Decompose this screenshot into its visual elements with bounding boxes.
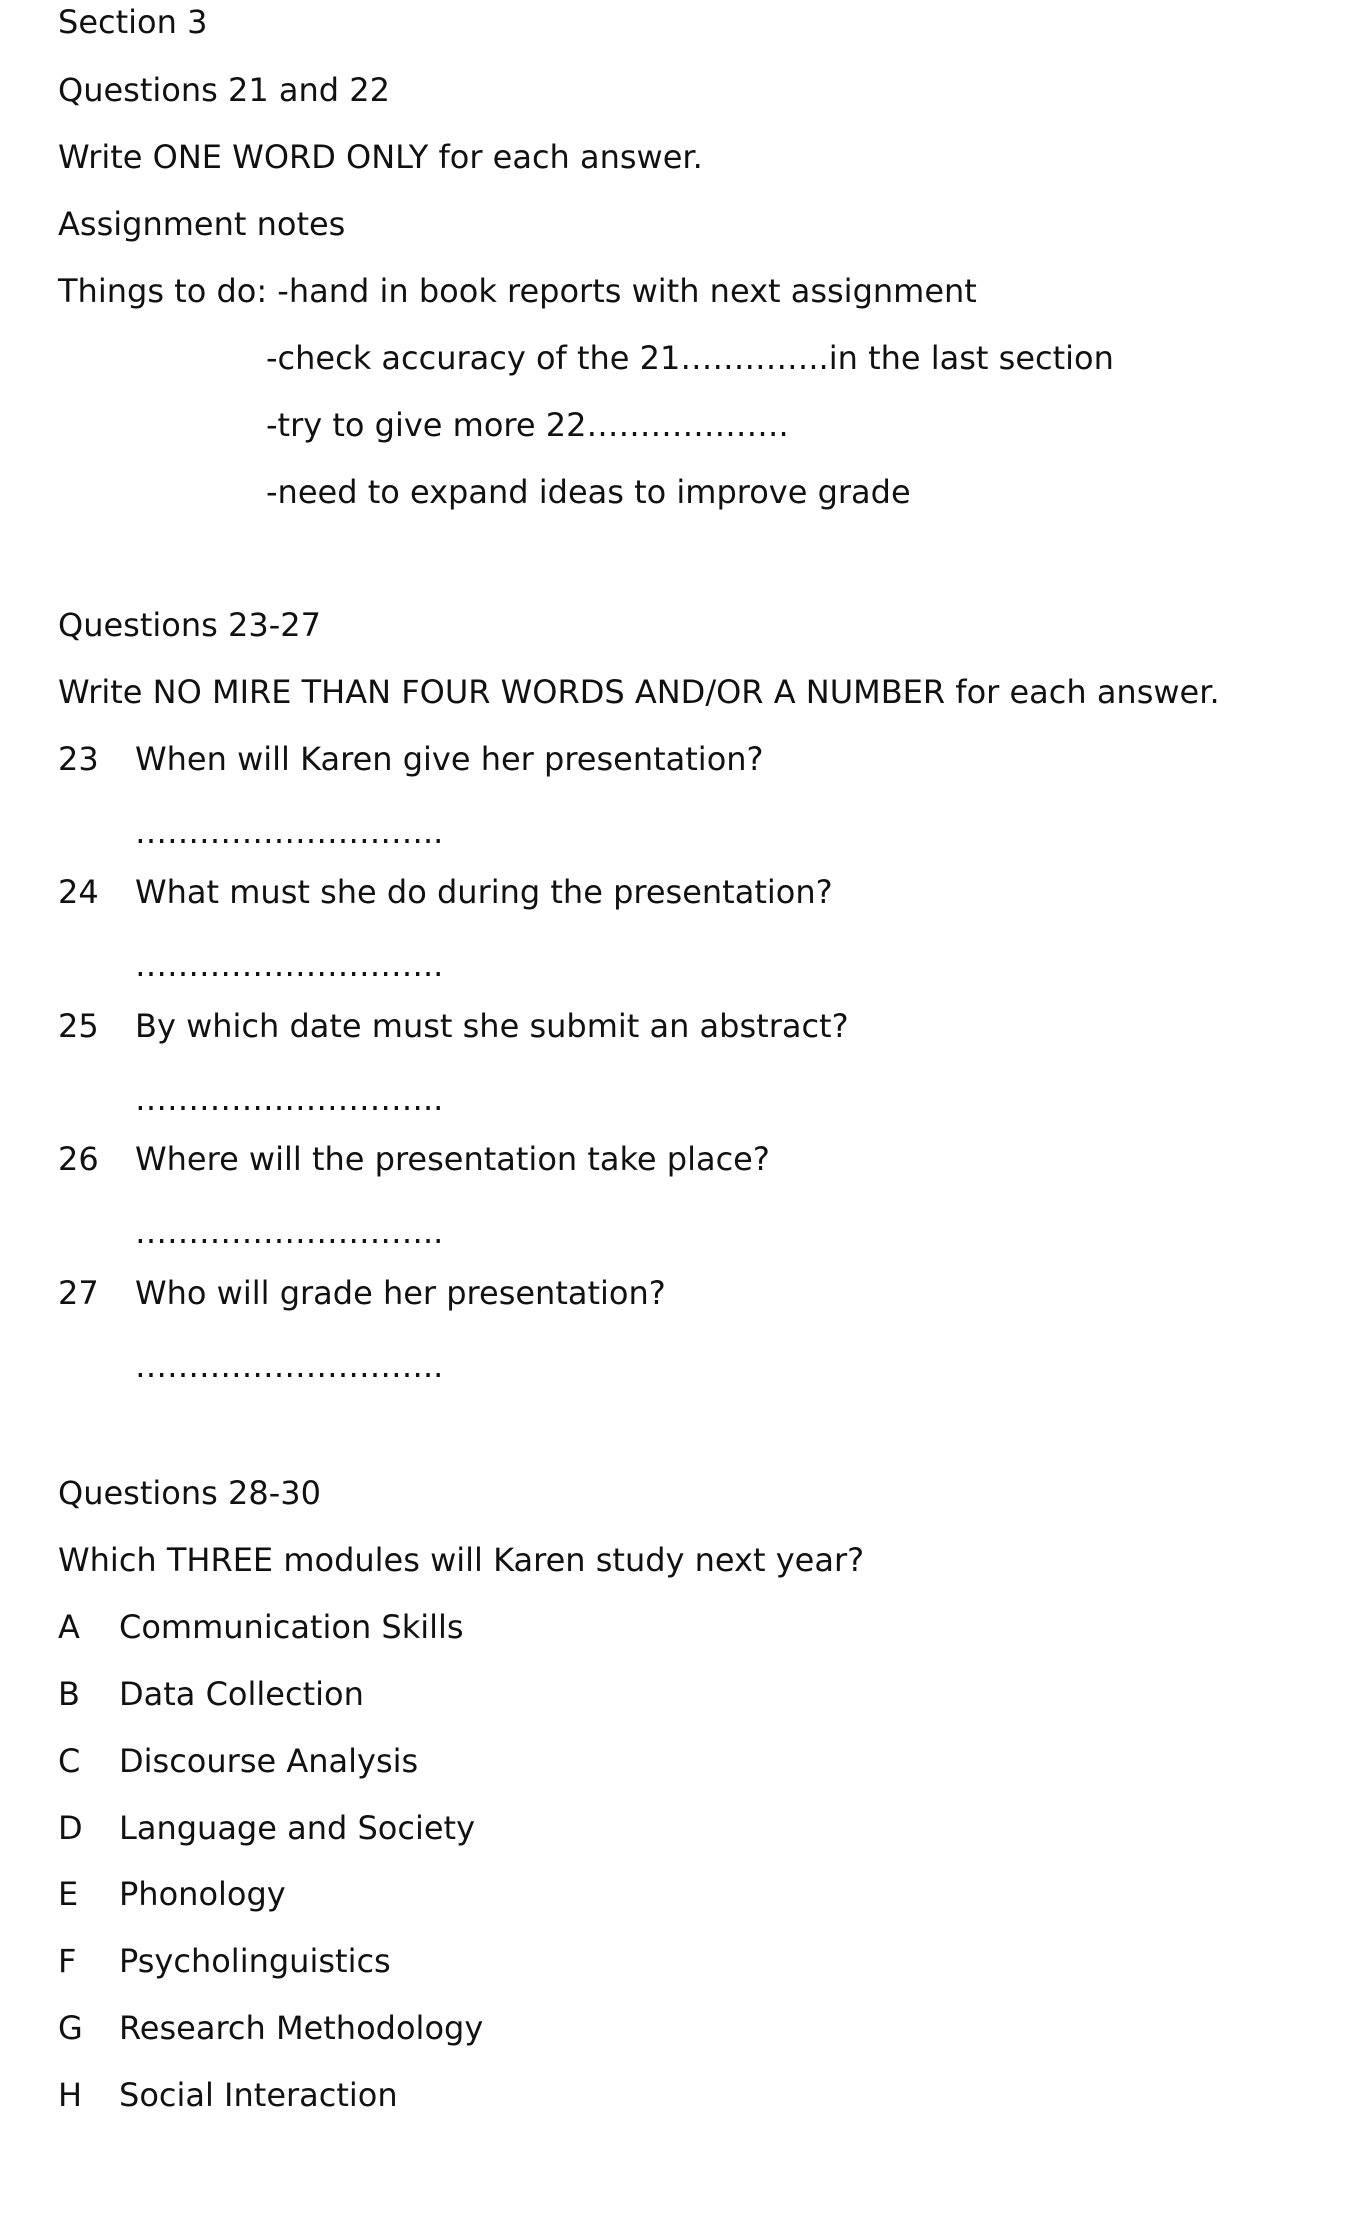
question-text: Who will grade her presentation? bbox=[135, 1274, 666, 1312]
question-26 bbox=[58, 1139, 770, 1179]
question-23 bbox=[58, 739, 764, 779]
question-text: By which date must she submit an abstract? bbox=[135, 1007, 849, 1045]
question-number: 26 bbox=[58, 1140, 99, 1178]
option-f bbox=[58, 1941, 391, 1981]
questions-28-30-instruction: Which THREE modules will Karen study next year? bbox=[58, 1541, 865, 1579]
option-letter: B bbox=[58, 1675, 80, 1713]
option-c bbox=[58, 1741, 418, 1781]
option-letter: C bbox=[58, 1742, 81, 1780]
question-number: 25 bbox=[58, 1007, 99, 1045]
option-text: Language and Society bbox=[119, 1809, 476, 1847]
assignment-notes-title: Assignment notes bbox=[58, 205, 346, 243]
answer-blank-25: ……………………….. bbox=[135, 1080, 444, 1118]
section-title: Section 3 bbox=[58, 3, 208, 41]
questions-23-27-instruction: Write NO MIRE THAN FOUR WORDS AND/OR A NUMBER for each answer. bbox=[58, 673, 1220, 711]
option-e bbox=[58, 1874, 286, 1914]
note-item-21: -check accuracy of the 21…………..in the last section bbox=[266, 339, 1114, 377]
question-text: What must she do during the presentation? bbox=[135, 873, 833, 911]
option-a bbox=[58, 1607, 464, 1647]
option-letter: G bbox=[58, 2009, 83, 2047]
option-text: Psycholinguistics bbox=[119, 1942, 391, 1980]
answer-blank-24: ……………………….. bbox=[135, 946, 444, 984]
answer-blank-27: ……………………….. bbox=[135, 1347, 444, 1385]
option-text: Communication Skills bbox=[119, 1608, 464, 1646]
questions-21-22-heading: Questions 21 and 22 bbox=[58, 71, 390, 109]
question-25 bbox=[58, 1006, 849, 1046]
questions-21-22-instruction: Write ONE WORD ONLY for each answer. bbox=[58, 138, 703, 176]
option-letter: D bbox=[58, 1809, 83, 1847]
option-b bbox=[58, 1674, 364, 1714]
question-text: Where will the presentation take place? bbox=[135, 1140, 770, 1178]
option-d bbox=[58, 1808, 475, 1848]
question-number: 27 bbox=[58, 1274, 99, 1312]
question-27 bbox=[58, 1273, 666, 1313]
option-h bbox=[58, 2075, 398, 2115]
option-text: Data Collection bbox=[119, 1675, 364, 1713]
questions-23-27-heading: Questions 23-27 bbox=[58, 606, 321, 644]
note-item-expand-ideas: -need to expand ideas to improve grade bbox=[266, 473, 911, 511]
question-text: When will Karen give her presentation? bbox=[135, 740, 764, 778]
question-24 bbox=[58, 872, 833, 912]
option-text: Phonology bbox=[119, 1875, 286, 1913]
option-letter: F bbox=[58, 1942, 77, 1980]
option-letter: E bbox=[58, 1875, 79, 1913]
answer-blank-23: ……………………….. bbox=[135, 813, 444, 851]
questions-28-30-heading: Questions 28-30 bbox=[58, 1474, 321, 1512]
option-g bbox=[58, 2008, 483, 2048]
option-letter: A bbox=[58, 1608, 80, 1646]
things-to-do-line: Things to do: -hand in book reports with next assignment bbox=[58, 272, 977, 310]
option-text: Social Interaction bbox=[119, 2076, 398, 2114]
answer-blank-26: ……………………….. bbox=[135, 1213, 444, 1251]
option-text: Discourse Analysis bbox=[119, 1742, 419, 1780]
option-text: Research Methodology bbox=[119, 2009, 484, 2047]
question-number: 23 bbox=[58, 740, 99, 778]
note-item-22: -try to give more 22………………. bbox=[266, 406, 789, 444]
question-number: 24 bbox=[58, 873, 99, 911]
option-letter: H bbox=[58, 2076, 83, 2114]
